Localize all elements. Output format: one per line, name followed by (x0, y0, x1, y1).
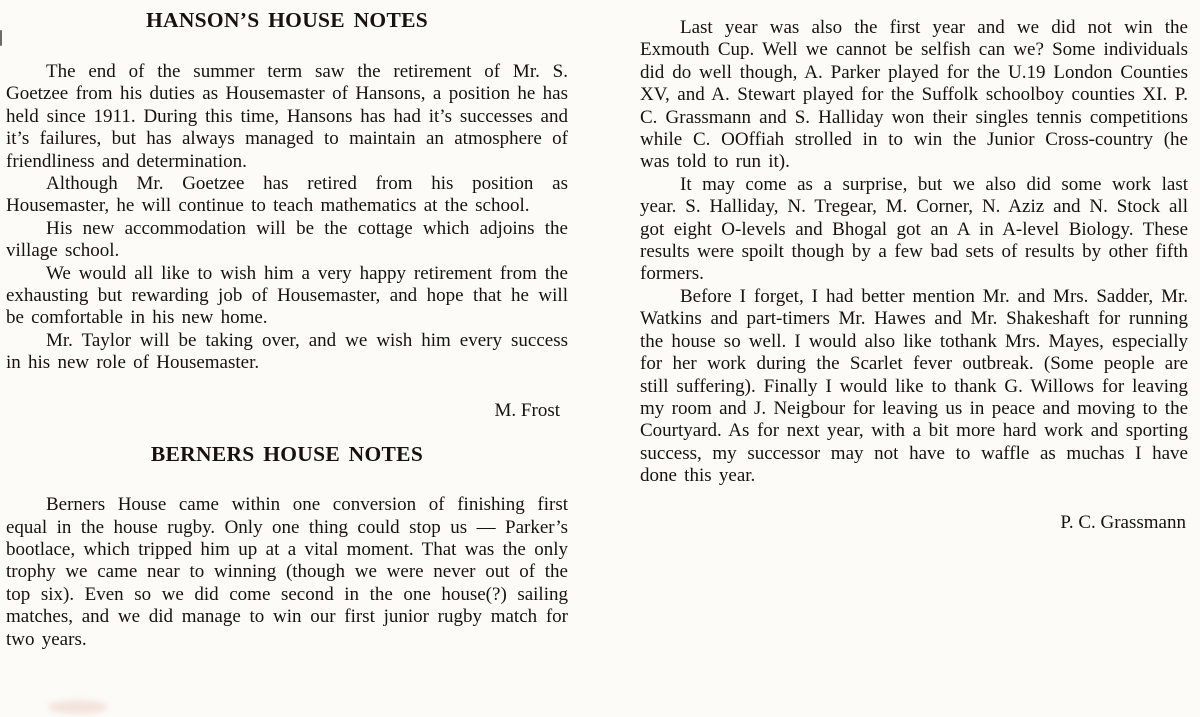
berners-paragraph-3: It may come as a surprise, but we also did some work last year. S. Halliday, N. Tregear, M. Corner, N. Aziz and N. Stock all got eight O-levels and Bhogal got an A in A-level Biology. These results were spoilt though by a few bad sets of results by other fifth formers. (640, 173, 1188, 285)
hansons-paragraph-2: Although Mr. Goetzee has retired from his position as Housemaster, he will continue to teach mathematics at the school. (6, 173, 568, 217)
left-column (6, 8, 568, 651)
hansons-paragraph-4: We would all like to wish him a very happy retirement from the exhausting but rewarding job of Housemaster, and hope that he will be comfortable in his new home. (6, 262, 568, 329)
berners-house-notes-heading: BERNERS HOUSE NOTES (150, 442, 424, 467)
berners-paragraph-1: Berners House came within one conversion of finishing first equal in the house rugby. Only one thing could stop us — Parker’s bootlace, which tripped him up at a vital moment. That was the only trophy we came near to winning (though we were never out of the top six). Even so we did come second in the one house(?) sailing matches, and we did manage to win our first junior rugby match for two years. (6, 494, 568, 650)
scan-smudge-artifact (48, 700, 108, 714)
hansons-author-signature: M. Frost (494, 399, 560, 421)
scan-edge-artifact (0, 30, 2, 46)
hansons-house-notes-heading: HANSON’S HOUSE NOTES (145, 8, 428, 32)
berners-author-signature: P. C. Grassmann (1060, 511, 1186, 533)
hansons-paragraph-1: The end of the summer term saw the retirement of Mr. S. Goetzee from his duties as Housemaster of Hansons, a position he has held since 1911. During this time, Hansons has had it’s successes and it’s failures, but has always managed to maintain an atmosphere of friendliness and determination. (6, 61, 568, 172)
hansons-paragraph-5: Mr. Taylor will be taking over, and we wish him every success in his new role of Housemaster. (6, 329, 568, 374)
berners-paragraph-4: Before I forget, I had better mention Mr. and Mrs. Sadder, Mr. Watkins and part-timers Mr. Hawes and Mr. Shakeshaft for running the house so well. I would also like tothank Mrs. Mayes, especially for her work during the Scarlet fever outbreak. (Some people are still suffering). Finally I would like to thank G. Willows for leaving my room and J. Neigbour for leaving us in peace and moving to the Courtyard. As for next year, with a bit more hard work and sporting success, my successor may not have to waffle as muchas I have done this year. (640, 285, 1188, 487)
right-column (640, 8, 1188, 651)
berners-paragraph-2: Last year was also the first year and we did not win the Exmouth Cup. Well we cannot be selfish can we? Some individuals did do well though, A. Parker played for the U.19 London Counties XV, and A. Stewart played for the Suffolk schoolboy counties XI. P. C. Grassmann and S. Halliday won their singles tennis competitions while C. OOffiah strolled in to win the Junior Cross-country (he was told to run it). (640, 17, 1188, 173)
hansons-paragraph-3: His new accommodation will be the cottage which adjoins the village school. (6, 217, 568, 262)
